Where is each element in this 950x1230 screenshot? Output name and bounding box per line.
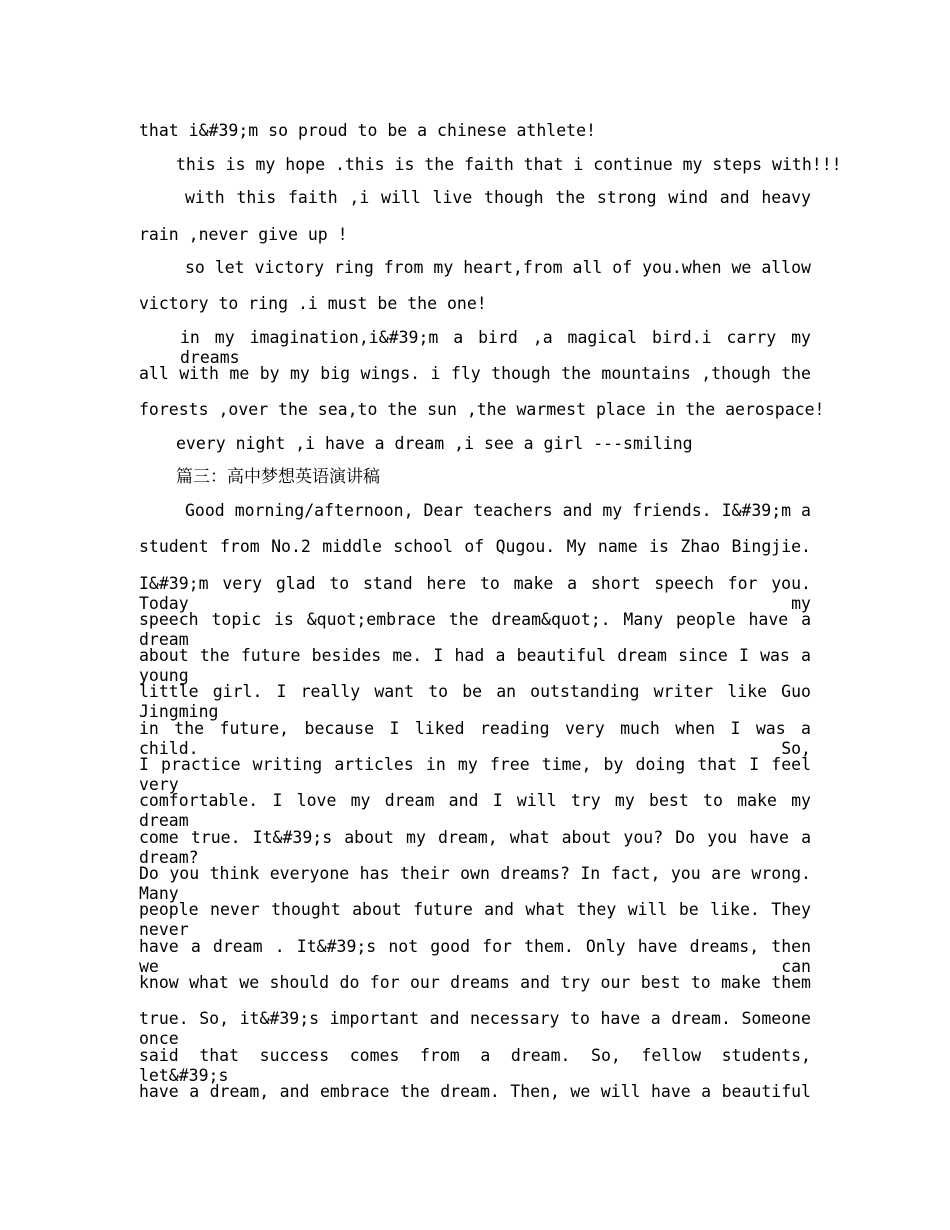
text-line: know what we should do for our dreams and try our best to make them [139,973,811,992]
paragraph-first-line: every night ,i have a dream ,i see a girl ---smiling [176,434,693,453]
text-line: come true. It&#39;s about my dream, what about you? Do you have a dream? [139,828,811,867]
text-line: Do you think everyone has their own dreams? In fact, you are wrong. Many [139,864,811,903]
text-line: I&#39;m very glad to stand here to make a short speech for you. Today my [139,574,811,613]
paragraph-first-line: so let victory ring from my heart,from all of you.when we allow [185,258,811,277]
text-line: true. So, it&#39;s important and necessary to have a dream. Someone once [139,1009,811,1048]
paragraph-first-line: in my imagination,i&#39;m a bird ,a magical bird.i carry my dreams [180,328,811,367]
text-line: student from No.2 middle school of Qugou. My name is Zhao Bingjie. [139,537,811,556]
text-line: rain ,never give up ! [139,225,348,244]
text-line: said that success comes from a dream. So, fellow students, let&#39;s [139,1046,811,1085]
text-line: have a dream . It&#39;s not good for them. Only have dreams, then we can [139,937,811,976]
text-line: victory to ring .i must be the one! [139,294,487,313]
text-line: about the future besides me. I had a beautiful dream since I was a young [139,646,811,685]
paragraph-first-line: this is my hope .this is the faith that i continue my steps with!!! [176,155,842,174]
text-line: speech topic is &quot;embrace the dream&quot;. Many people have a dream [139,610,811,649]
text-line: people never thought about future and what they will be like. They never [139,900,811,939]
text-line: comfortable. I love my dream and I will try my best to make my dream [139,791,811,830]
text-line: little girl. I really want to be an outstanding writer like Guo Jingming [139,682,811,721]
text-line: have a dream, and embrace the dream. Then, we will have a beautiful [139,1082,811,1101]
text-line: in the future, because I liked reading very much when I was a child. So, [139,719,811,758]
text-line: that i&#39;m so proud to be a chinese athlete! [139,121,596,140]
text-line: I practice writing articles in my free time, by doing that I feel very [139,755,811,794]
text-line: forests ,over the sea,to the sun ,the warmest place in the aerospace! [139,400,825,419]
paragraph-first-line: Good morning/afternoon, Dear teachers and my friends. I&#39;m a [185,501,811,520]
section-heading: 篇三：高中梦想英语演讲稿 [176,467,380,487]
paragraph-first-line: with this faith ,i will live though the strong wind and heavy [185,188,811,207]
text-line: all with me by my big wings. i fly though the mountains ,though the [139,364,811,383]
